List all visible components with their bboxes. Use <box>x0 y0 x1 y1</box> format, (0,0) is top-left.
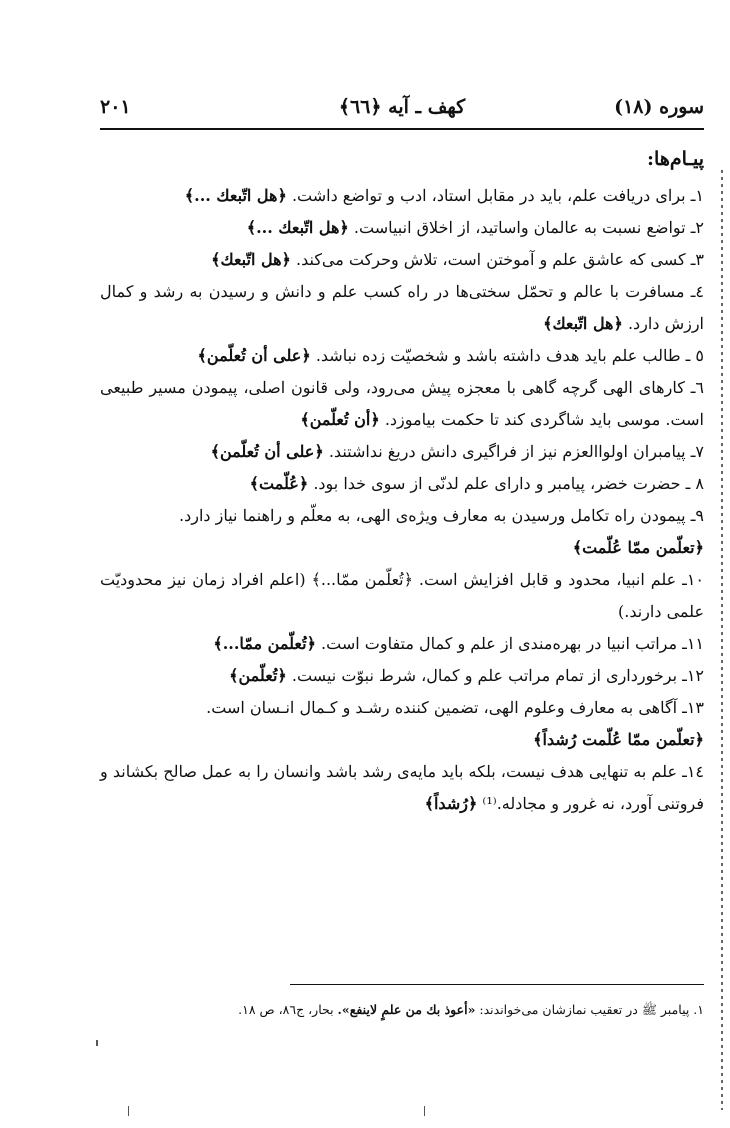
quran-quote: ﴿علی أن تُعلّمن﴾ <box>197 346 311 365</box>
message-item-13 <box>100 692 704 756</box>
scan-speck <box>96 1040 98 1046</box>
messages-section <box>100 146 704 820</box>
message-item-6 <box>100 372 704 436</box>
message-text: ٩ـ پیمودن راه تکامل ورسیدن به معارف ویژه‌ی الهی، به معلّم و راهنما نیاز دارد. <box>179 506 704 525</box>
message-item-7 <box>100 436 704 468</box>
message-text: ١٣ـ آگاهی به معارف وعلوم الهی، تضمین کننده رشـد و کـمال انـسان است. <box>206 698 704 717</box>
scan-speck <box>424 1106 425 1116</box>
message-item-3 <box>100 244 704 276</box>
message-item-2 <box>100 212 704 244</box>
section-heading: پیـام‌ها: <box>647 148 704 170</box>
scan-edge-mark <box>721 170 723 1110</box>
quran-quote: ﴿رُشداً﴾ <box>424 794 478 813</box>
message-text: ٧ـ پیامبران اولواالعزم نیز از فراگیری دانش دریغ نداشتند. <box>328 442 704 461</box>
sura-label: سوره (١٨) <box>614 96 704 118</box>
message-item-4 <box>100 276 704 340</box>
verse-reference: کهف ـ آیه ﴿٦٦﴾ <box>338 96 466 118</box>
quran-quote: ﴿تُعلّمن ممّا...﴾ <box>213 634 316 653</box>
message-text: ١٠ـ علم انبیا، محدود و قابل افزایش است. ﴿تُعلّمن ممّا...﴾ (اعلم افراد زمان نیز محدودیّت علمی دارند.) <box>100 570 704 621</box>
scan-speck <box>128 1106 129 1116</box>
quran-quote: ﴿هل اتّبعك﴾ <box>211 250 291 269</box>
message-text: ٥ ـ طالب علم باید هدف داشته باشد و شخصیّت زده نباشد. <box>315 346 704 365</box>
quran-quote: ﴿تُعلّمن﴾ <box>229 666 287 685</box>
page-header <box>100 96 704 126</box>
quran-quote: ﴿هل اتّبعك ...﴾ <box>246 218 349 237</box>
footnote-divider <box>290 984 704 985</box>
message-item-12 <box>100 660 704 692</box>
message-item-14 <box>100 756 704 820</box>
message-text: ١٢ـ برخورداری از تمام مراتب علم و کمال، شرط نبوّت نیست. <box>291 666 704 685</box>
footnote <box>100 1000 704 1020</box>
message-text: ١ـ برای دریافت علم، باید در مقابل استاد، ادب و تواضع داشت. <box>291 186 704 205</box>
quran-quote: ﴿تعلّمن ممّا عُلّمت رُشداً﴾ <box>533 730 704 749</box>
message-text: ٢ـ تواضع نسبت به عالمان واساتید، از اخلاق انبیاست. <box>353 218 704 237</box>
quran-quote: ﴿علی أن تُعلّمن﴾ <box>210 442 324 461</box>
quran-quote: ﴿أن تُعلّمن﴾ <box>300 410 380 429</box>
message-item-1 <box>100 180 704 212</box>
quran-quote: ﴿تعلّمن ممّا عُلّمت﴾ <box>572 538 704 557</box>
message-text: ٤ـ مسافرت با عالم و تحمّل سختی‌ها در راه کسب علم و دانش و رسیدن به رشد و کمال ارزش دارد. <box>100 282 704 333</box>
message-text: ١٤ـ علم به تنهایی هدف نیست، بلکه باید مایه‌ی رشد باشد وانسان را به عمل صالح بکشاند و فروتنی آورد، نه غرور و مجادله.⁽¹⁾ <box>100 762 704 813</box>
footnote-source: بحار، ج٨٦، ص ١٨. <box>238 1002 334 1017</box>
message-item-5 <box>100 340 704 372</box>
quran-quote: ﴿هل اتّبعك ...﴾ <box>184 186 287 205</box>
message-text: ١١ـ مراتب انبیا در بهره‌مندی از علم و کمال متفاوت است. <box>321 634 704 653</box>
page-number: ٢٠١ <box>100 96 131 118</box>
message-text: ٨ ـ حضرت خضر، پیامبر و دارای علم لدنّی از سوی خدا بود. <box>313 474 704 493</box>
message-item-8 <box>100 468 704 500</box>
quran-quote: ﴿هل اتّبعك﴾ <box>543 314 623 333</box>
header-divider <box>100 128 704 130</box>
message-item-9 <box>100 500 704 564</box>
message-text: ٣ـ کسی که عاشق علم و آموختن است، تلاش وحرکت می‌کند. <box>296 250 704 269</box>
footnote-text: ١. پیامبر ﷺ در تعقیب نمازشان می‌خواندند: <box>479 1002 704 1017</box>
footnote-quote: «أعوذ بك من علمٍ لاینفع». <box>337 1002 476 1017</box>
message-item-11 <box>100 628 704 660</box>
quran-quote: ﴿عُلّمت﴾ <box>249 474 309 493</box>
message-item-10 <box>100 564 704 628</box>
message-text: ٦ـ کارهای الهی گرچه گاهی با معجزه پیش می‌رود، ولی قانون اصلی، پیمودن مسیر طبیعی است. موسی باید شاگردی کند تا حکمت بیاموزد. <box>100 378 704 429</box>
